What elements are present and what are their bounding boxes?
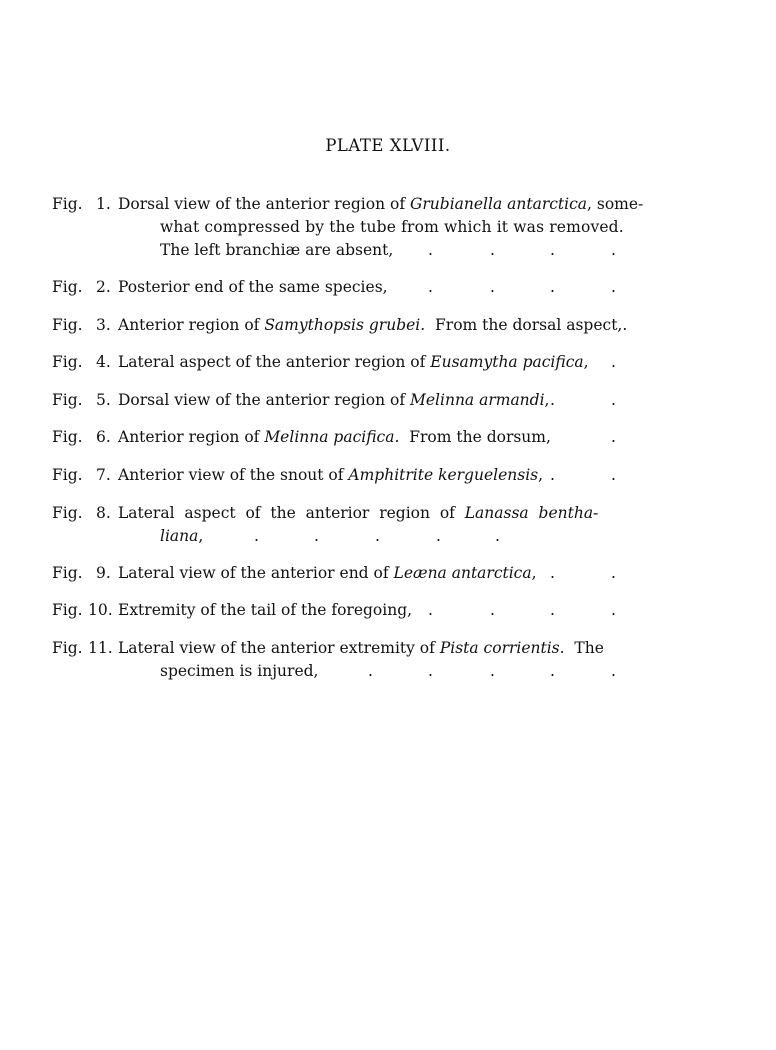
caption-line: Extremity of the tail of the foregoing, bbox=[118, 601, 413, 619]
species-name: Melinna armandi bbox=[410, 391, 545, 409]
leader-dot: . bbox=[428, 601, 433, 619]
leader-dot: . bbox=[375, 527, 380, 545]
fig-label: Fig. bbox=[52, 428, 83, 446]
species-name: liana bbox=[160, 527, 199, 545]
leader-dot: . bbox=[550, 391, 555, 409]
plate-title: PLATE XLVIII. bbox=[325, 136, 451, 155]
fig-label: Fig. bbox=[52, 278, 83, 296]
leader-dot: . bbox=[428, 662, 433, 680]
leader-dot: . bbox=[611, 428, 616, 446]
leader-dot: . bbox=[428, 278, 433, 296]
fig-label: Fig. bbox=[52, 353, 83, 371]
leader-dot: . bbox=[550, 466, 555, 484]
leader-dot: . bbox=[611, 564, 616, 582]
caption-line: Lateral view of the anterior extremity of Pista corrientis. The bbox=[118, 639, 604, 657]
fig-label: Fig. bbox=[52, 601, 83, 619]
caption-line: Dorsal view of the anterior region of Melinna armandi, bbox=[118, 391, 550, 409]
leader-dot: . bbox=[314, 527, 319, 545]
leader-dot: . bbox=[550, 241, 555, 259]
fig-label: Fig. bbox=[52, 391, 83, 409]
leader-dot: . bbox=[490, 241, 495, 259]
caption-line: specimen is injured, bbox=[160, 662, 319, 680]
caption-line: Dorsal view of the anterior region of Grubianella antarctica, some- bbox=[118, 195, 644, 213]
leader-dot: . bbox=[254, 527, 259, 545]
fig-label: Fig. bbox=[52, 504, 83, 522]
caption-line: liana, bbox=[160, 527, 204, 545]
fig-number: 3. bbox=[96, 316, 111, 334]
leader-dot: . bbox=[490, 662, 495, 680]
fig-number: 5. bbox=[96, 391, 111, 409]
leader-dot: . bbox=[495, 527, 500, 545]
fig-number: 7. bbox=[96, 466, 111, 484]
leader-dot: . bbox=[490, 278, 495, 296]
leader-dot: . bbox=[611, 466, 616, 484]
leader-dot: . bbox=[611, 241, 616, 259]
species-name: Eusamytha pacifica bbox=[430, 353, 584, 371]
fig-label: Fig. bbox=[52, 195, 83, 213]
leader-dot: . bbox=[550, 662, 555, 680]
fig-label: Fig. bbox=[52, 316, 83, 334]
fig-number: 2. bbox=[96, 278, 111, 296]
species-name: Lanassa bentha- bbox=[464, 504, 599, 522]
caption-line: Anterior region of Samythopsis grubei. From the dorsal aspect,. bbox=[118, 316, 628, 334]
species-name: Samythopsis grubei. bbox=[264, 316, 426, 334]
caption-line: Lateral aspect of the anterior region of Eusamytha pacifica, bbox=[118, 353, 589, 371]
caption-line: Posterior end of the same species, bbox=[118, 278, 388, 296]
caption-line: Lateral aspect of the anterior region of Lanassa bentha- bbox=[118, 504, 599, 522]
leader-dot: . bbox=[490, 601, 495, 619]
species-name: Leæna antarctica bbox=[393, 564, 532, 582]
leader-dot: . bbox=[611, 662, 616, 680]
leader-dot: . bbox=[436, 527, 441, 545]
leader-dot: . bbox=[550, 278, 555, 296]
fig-label: Fig. bbox=[52, 466, 83, 484]
fig-number: 4. bbox=[96, 353, 111, 371]
leader-dot: . bbox=[611, 353, 616, 371]
leader-dot: . bbox=[611, 391, 616, 409]
species-name: Grubianella antarctica bbox=[410, 195, 588, 213]
caption-line: Anterior region of Melinna pacifica. From the dorsum, bbox=[118, 428, 551, 446]
leader-dot: . bbox=[550, 601, 555, 619]
fig-number: 8. bbox=[96, 504, 111, 522]
leader-dot: . bbox=[550, 564, 555, 582]
species-name: Melinna pacifica. bbox=[264, 428, 400, 446]
species-name: Pista corrientis. bbox=[439, 639, 565, 657]
fig-number: 6. bbox=[96, 428, 111, 446]
fig-label: Fig. bbox=[52, 564, 83, 582]
fig-number: 1. bbox=[96, 195, 111, 213]
caption-line: what compressed by the tube from which it was removed. bbox=[160, 218, 624, 236]
leader-dot: . bbox=[611, 601, 616, 619]
species-name: Amphitrite kerguelensis bbox=[348, 466, 539, 484]
fig-label: Fig. bbox=[52, 639, 83, 657]
fig-number: 9. bbox=[96, 564, 111, 582]
caption-line: The left branchiæ are absent, bbox=[160, 241, 394, 259]
fig-number: 11. bbox=[88, 639, 113, 657]
leader-dot: . bbox=[368, 662, 373, 680]
fig-number: 10. bbox=[88, 601, 113, 619]
leader-dot: . bbox=[611, 278, 616, 296]
leader-dot: . bbox=[428, 241, 433, 259]
caption-line: Anterior view of the snout of Amphitrite kerguelensis, bbox=[118, 466, 544, 484]
caption-line: Lateral view of the anterior end of Leæna antarctica, bbox=[118, 564, 537, 582]
